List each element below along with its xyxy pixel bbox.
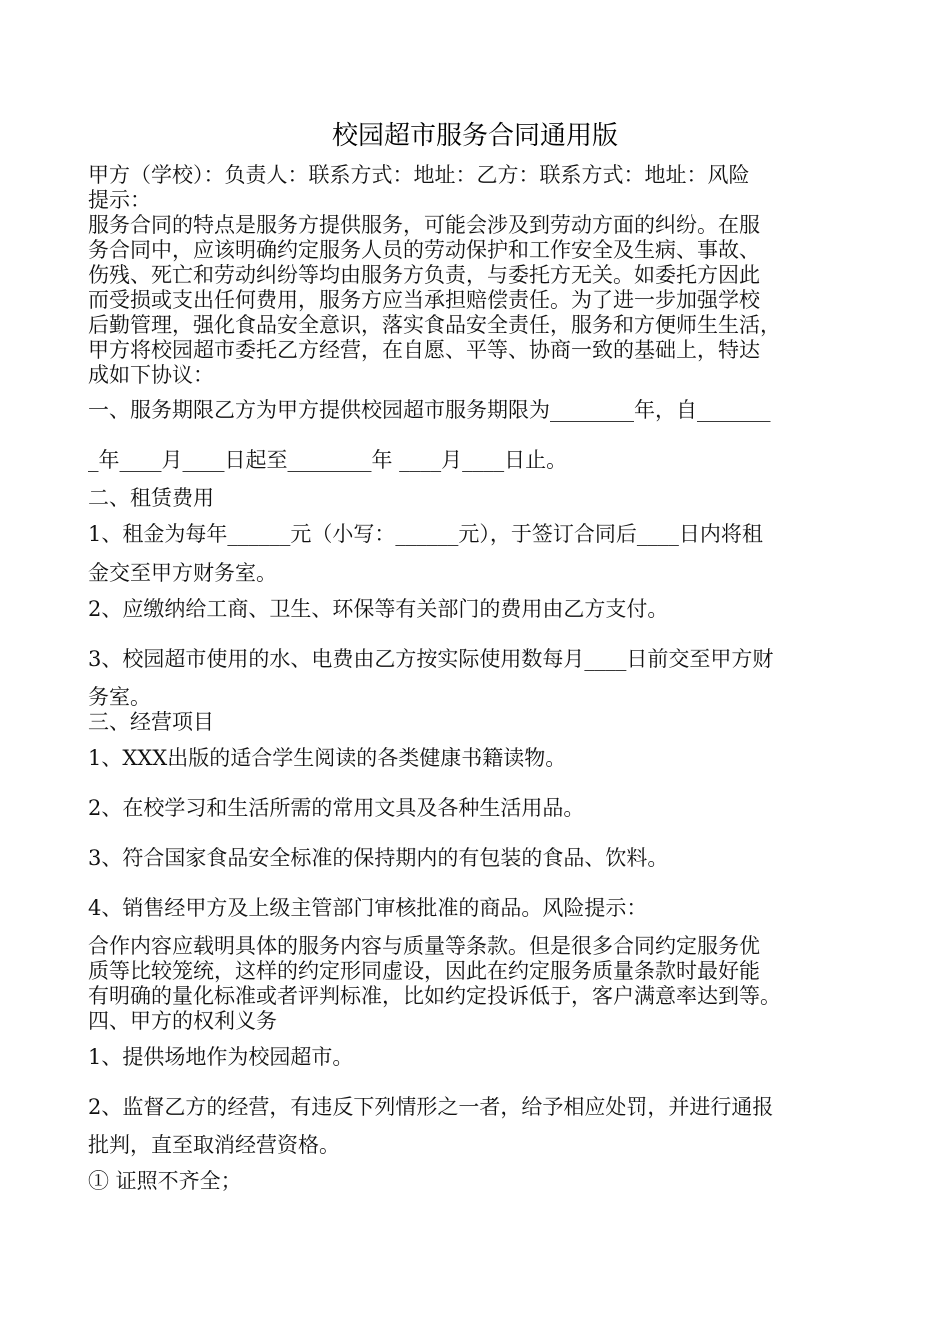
document-title: 校园超市服务合同通用版 [331,121,618,151]
clause-line: 1、提供场地作为校园超市。 [88,1045,354,1069]
intro-paragraph-line: 伤残、死亡和劳动纠纷等均由服务方负责，与委托方无关。如委托方因此 [88,263,760,287]
clause-line: 3、符合国家食品安全标准的保持期内的有包装的食品、饮料。 [88,846,669,870]
intro-paragraph-line: 而受损或支出任何费用，服务方应当承担赔偿责任。为了进一步加强学校 [88,288,760,312]
intro-paragraph-line: 务合同中，应该明确约定服务人员的劳动保护和工作安全及生病、事故、 [88,238,760,262]
clause-line: 批判，直至取消经营资格。 [88,1133,340,1157]
term-clause-line: 一、服务期限乙方为甲方提供校园超市服务期限为________年，自_______ [88,398,771,422]
section-heading: 四、甲方的权利义务 [88,1009,277,1033]
intro-paragraph-line: 甲方将校园超市委托乙方经营，在自愿、平等、协商一致的基础上，特达 [88,338,760,362]
party-info-line: 甲方（学校）：负责人：联系方式：地址：乙方：联系方式：地址：风险 [88,163,750,187]
clause-line: 3、校园超市使用的水、电费由乙方按实际使用数每月____日前交至甲方财 [88,647,774,671]
clause-line: 务室。 [88,685,151,709]
clause-line: 2、监督乙方的经营，有违反下列情形之一者，给予相应处罚，并进行通报 [88,1095,774,1119]
intro-paragraph-line: 后勤管理，强化食品安全意识，落实食品安全责任，服务和方便师生生活， [88,313,781,337]
clause-line: 1、XXX出版的适合学生阅读的各类健康书籍读物。 [88,746,567,770]
section-heading: 三、经营项目 [88,710,214,734]
intro-paragraph-line: 成如下协议： [88,363,214,387]
list-item: ① 证照不齐全； [88,1169,242,1193]
clause-line: 金交至甲方财务室。 [88,561,277,585]
term-clause-line: _年____月____日起至________年 ____月____日止。 [88,448,568,472]
risk-paragraph-line: 合作内容应载明具体的服务内容与质量等条款。但是很多合同约定服务优 [88,934,760,958]
risk-paragraph-line: 有明确的量化标准或者评判标准，比如约定投诉低于，客户满意率达到等。 [88,984,781,1008]
section-heading: 二、租赁费用 [88,486,214,510]
clause-line: 2、应缴纳给工商、卫生、环保等有关部门的费用由乙方支付。 [88,597,669,621]
clause-line: 1、租金为每年______元（小写：______元），于签订合同后____日内将租 [88,522,763,546]
intro-paragraph-line: 服务合同的特点是服务方提供服务，可能会涉及到劳动方面的纠纷。在服 [88,213,760,237]
clause-line: 4、销售经甲方及上级主管部门审核批准的商品。风险提示： [88,896,648,920]
risk-tip-label: 提示： [88,188,151,212]
clause-line: 2、在校学习和生活所需的常用文具及各种生活用品。 [88,796,585,820]
risk-paragraph-line: 质等比较笼统，这样的约定形同虚设，因此在约定服务质量条款时最好能 [88,959,760,983]
